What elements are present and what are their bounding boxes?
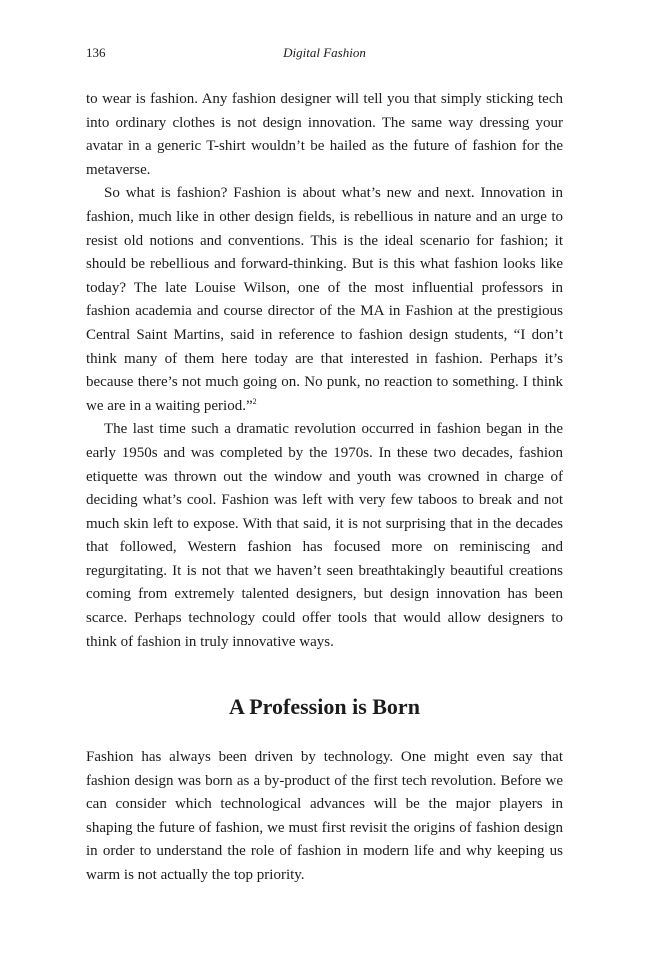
body-text [86,88,563,654]
section-body-text [86,746,563,888]
paragraph-text: to wear is fashion. Any fashion designer will tell you that simply sticking tech into ordinary clothes is not design innovation. The same way dressing your avatar in a generic T-shirt wouldn’t be hailed as the future of fashion for the metaverse. [86,91,563,178]
section-heading: A Profession is Born [229,694,420,719]
footnote-marker: 2 [252,396,257,406]
paragraph-last-revolution [86,418,563,654]
paragraph-text: The last time such a dramatic revolution occurred in fashion began in the early 1950s and was completed by the 1970s. In these two decades, fashion etiquette was thrown out the window and youth was crowned in charge of deciding what’s cool. Fashion was left with very few taboos to break and not much skin left to expose. With that said, it is not surprising that in the decades that followed, Western fashion has focused more on reminiscing and regurgitating. It is not that we haven’t seen breathtakingly beautiful creations coming from extremely talented designers, but design innovation has been scarce. Perhaps technology could offer tools that would allow designers to think of fashion in truly innovative ways. [86,421,563,650]
running-title: Digital Fashion [283,45,366,60]
page-number: 136 [86,45,106,60]
paragraph-profession-born [86,746,563,888]
paragraph-continuation [86,88,563,182]
paragraph-text: So what is fashion? Fashion is about what’s new and next. Innovation in fashion, much like in other design fields, is rebellious in nature and an urge to resist old notions and conventions. This is the ideal scenario for fashion; it should be rebellious and forward-thinking. But is this what fashion looks like today? The late Louise Wilson, one of the most influential professors in fashion academia and course director of the MA in Fashion at the prestigious Central Saint Martins, said in reference to fashion design students, “I don’t think many of them here today are that interested in fashion. Perhaps it’s because there’s not much going on. No punk, no reaction to something. I think we are in a waiting period.” [86,185,563,414]
paragraph-text: Fashion has always been driven by technology. One might even say that fashion design was born as a by-product of the first tech revolution. Before we can consider which technological advances will be the major players in shaping the future of fashion, we must first revisit the origins of fashion design in order to understand the role of fashion in modern life and why keeping us warm is not actually the top priority. [86,749,563,883]
paragraph-what-is-fashion [86,182,563,418]
running-head [86,45,563,65]
